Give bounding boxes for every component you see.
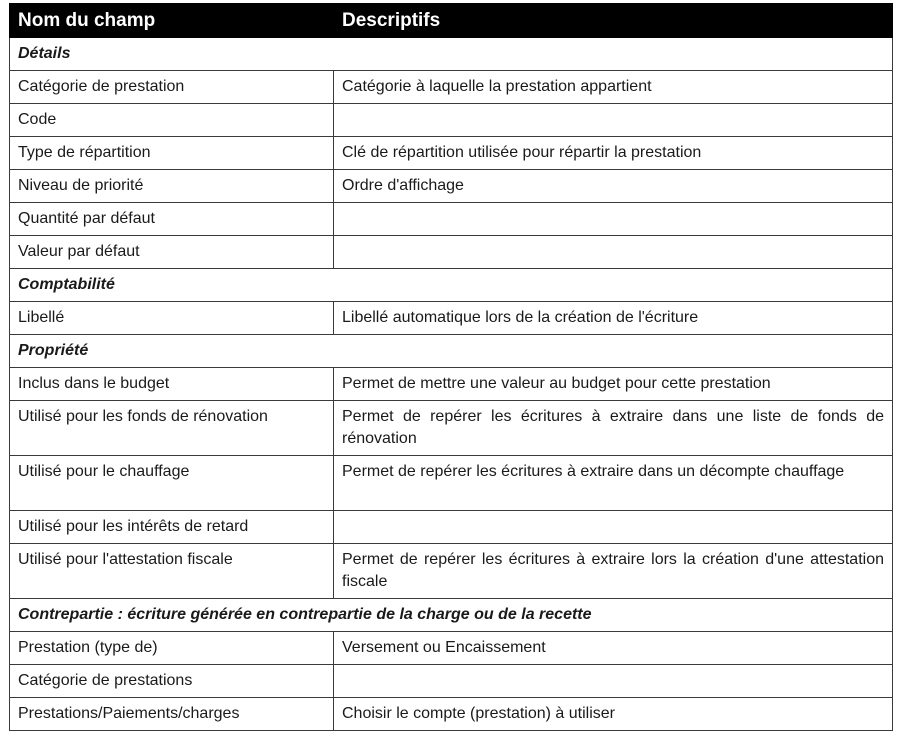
description-cell (334, 104, 893, 137)
header-field-name: Nom du champ (10, 4, 334, 38)
table-row (10, 104, 893, 137)
header-description: Descriptifs (334, 4, 893, 38)
description-cell: Permet de mettre une valeur au budget pour cette prestation (334, 368, 893, 401)
description-cell: Ordre d'affichage (334, 170, 893, 203)
section-row (10, 38, 893, 71)
table-row (10, 511, 893, 544)
field-name-cell: Valeur par défaut (10, 236, 334, 269)
description-cell: Permet de repérer les écritures à extraire dans une liste de fonds de rénovation (334, 401, 893, 456)
table-row (10, 71, 893, 104)
table-row (10, 401, 893, 456)
section-row (10, 335, 893, 368)
section-label: Contrepartie : écriture générée en contrepartie de la charge ou de la recette (10, 599, 893, 632)
description-cell: Permet de repérer les écritures à extraire dans un décompte chauffage (334, 456, 893, 511)
field-name-cell: Catégorie de prestation (10, 71, 334, 104)
description-cell (334, 236, 893, 269)
field-name-cell: Quantité par défaut (10, 203, 334, 236)
table-row (10, 544, 893, 599)
field-name-cell: Utilisé pour les fonds de rénovation (10, 401, 334, 456)
table-row (10, 368, 893, 401)
field-name-cell: Type de répartition (10, 137, 334, 170)
description-cell (334, 511, 893, 544)
description-cell: Permet de repérer les écritures à extraire lors la création d'une attestation fiscale (334, 544, 893, 599)
field-name-cell: Catégorie de prestations (10, 665, 334, 698)
field-description-table (9, 3, 893, 731)
field-name-cell: Inclus dans le budget (10, 368, 334, 401)
table-row (10, 302, 893, 335)
table-row (10, 203, 893, 236)
description-cell: Choisir le compte (prestation) à utiliser (334, 698, 893, 731)
field-name-cell: Prestation (type de) (10, 632, 334, 665)
field-description-table-wrapper (9, 3, 892, 731)
field-name-cell: Code (10, 104, 334, 137)
section-label: Propriété (10, 335, 893, 368)
table-row (10, 137, 893, 170)
description-cell: Versement ou Encaissement (334, 632, 893, 665)
table-row (10, 236, 893, 269)
section-label: Détails (10, 38, 893, 71)
field-name-cell: Utilisé pour les intérêts de retard (10, 511, 334, 544)
description-cell: Catégorie à laquelle la prestation appartient (334, 71, 893, 104)
section-row (10, 269, 893, 302)
section-row (10, 599, 893, 632)
description-cell: Clé de répartition utilisée pour répartir la prestation (334, 137, 893, 170)
description-cell: Libellé automatique lors de la création de l'écriture (334, 302, 893, 335)
field-name-cell: Niveau de priorité (10, 170, 334, 203)
section-label: Comptabilité (10, 269, 893, 302)
field-name-cell: Libellé (10, 302, 334, 335)
field-name-cell: Utilisé pour le chauffage (10, 456, 334, 511)
description-cell (334, 203, 893, 236)
table-row (10, 456, 893, 511)
description-cell (334, 665, 893, 698)
table-row (10, 698, 893, 731)
field-name-cell: Utilisé pour l'attestation fiscale (10, 544, 334, 599)
table-row (10, 632, 893, 665)
table-row (10, 665, 893, 698)
table-header-row (10, 4, 893, 38)
field-name-cell: Prestations/Paiements/charges (10, 698, 334, 731)
table-row (10, 170, 893, 203)
